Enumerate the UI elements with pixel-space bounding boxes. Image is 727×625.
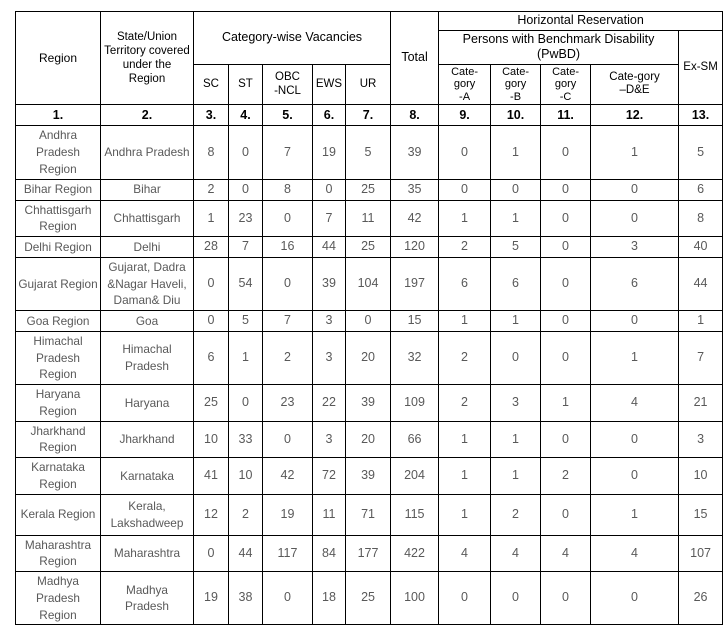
- header-horizontal-reservation: Horizontal Reservation: [439, 12, 723, 31]
- cell-obc-ncl: 23: [263, 385, 313, 422]
- cell-category-c: 0: [541, 494, 591, 535]
- cell-category-de: 0: [591, 179, 679, 200]
- header-cat-a-line1: Cate-: [451, 65, 478, 78]
- table-row: [16, 237, 723, 258]
- cell-obc-ncl: 0: [263, 421, 313, 458]
- col-num-8: 8.: [391, 105, 439, 126]
- cell-ur: 39: [346, 385, 391, 422]
- cell-obc-ncl: 7: [263, 126, 313, 179]
- header-cat-c-line1: Cate-: [552, 65, 579, 78]
- cell-sc: 6: [194, 331, 229, 384]
- header-st: ST: [229, 64, 263, 105]
- cell-category-de: 4: [591, 535, 679, 572]
- header-state-ut: State/Union Territory covered under the Region: [101, 12, 194, 105]
- cell-category-b: 1: [491, 421, 541, 458]
- cell-total: 32: [391, 331, 439, 384]
- cell-ews: 11: [313, 494, 346, 535]
- col-num-7: 7.: [346, 105, 391, 126]
- header-cat-de-line1: Cate-gory: [609, 70, 660, 83]
- cell-region: Madhya Pradesh Region: [16, 572, 101, 625]
- cell-sc: 10: [194, 421, 229, 458]
- col-num-4: 4.: [229, 105, 263, 126]
- table-row: [16, 200, 723, 237]
- table-row: [16, 458, 723, 495]
- cell-ews: 44: [313, 237, 346, 258]
- table-header: [16, 12, 723, 126]
- cell-category-b: 5: [491, 237, 541, 258]
- col-num-12: 12.: [591, 105, 679, 126]
- cell-category-c: 0: [541, 237, 591, 258]
- cell-category-b: 2: [491, 494, 541, 535]
- cell-ur: 25: [346, 237, 391, 258]
- column-number-row: [16, 105, 723, 126]
- cell-ex-sm: 8: [679, 200, 723, 237]
- cell-category-a: 2: [439, 331, 491, 384]
- header-category-wise-vacancies: Category-wise Vacancies: [194, 12, 391, 65]
- cell-region: Bihar Region: [16, 179, 101, 200]
- header-category-c: [541, 64, 591, 105]
- header-category-de: [591, 64, 679, 105]
- cell-sc: 0: [194, 311, 229, 332]
- col-num-11: 11.: [541, 105, 591, 126]
- cell-sc: 0: [194, 257, 229, 310]
- cell-total: 66: [391, 421, 439, 458]
- cell-category-de: 0: [591, 311, 679, 332]
- cell-region: Jharkhand Region: [16, 421, 101, 458]
- cell-sc: 41: [194, 458, 229, 495]
- cell-category-c: 0: [541, 126, 591, 179]
- header-category-a: [439, 64, 491, 105]
- col-num-13: 13.: [679, 105, 723, 126]
- cell-category-a: 1: [439, 311, 491, 332]
- header-cat-de-line2: –D&E: [619, 84, 650, 97]
- cell-st: 0: [229, 179, 263, 200]
- cell-category-a: 2: [439, 237, 491, 258]
- cell-category-b: 3: [491, 385, 541, 422]
- cell-category-c: 0: [541, 257, 591, 310]
- cell-ex-sm: 107: [679, 535, 723, 572]
- cell-category-c: 0: [541, 331, 591, 384]
- cell-state-ut: Haryana: [101, 385, 194, 422]
- cell-st: 0: [229, 126, 263, 179]
- cell-obc-ncl: 0: [263, 200, 313, 237]
- cell-category-de: 3: [591, 237, 679, 258]
- cell-region: Maharashtra Region: [16, 535, 101, 572]
- cell-total: 35: [391, 179, 439, 200]
- header-ur: UR: [346, 64, 391, 105]
- cell-obc-ncl: 19: [263, 494, 313, 535]
- cell-category-de: 1: [591, 126, 679, 179]
- cell-ex-sm: 15: [679, 494, 723, 535]
- cell-category-b: 1: [491, 458, 541, 495]
- table-row: [16, 385, 723, 422]
- cell-sc: 8: [194, 126, 229, 179]
- table-row: [16, 421, 723, 458]
- table-row: [16, 311, 723, 332]
- cell-total: 109: [391, 385, 439, 422]
- cell-category-c: 0: [541, 179, 591, 200]
- cell-ex-sm: 1: [679, 311, 723, 332]
- header-obc-line2: -NCL: [274, 85, 301, 98]
- col-num-1: 1.: [16, 105, 101, 126]
- cell-ur: 104: [346, 257, 391, 310]
- cell-sc: 12: [194, 494, 229, 535]
- cell-st: 5: [229, 311, 263, 332]
- cell-st: 38: [229, 572, 263, 625]
- cell-obc-ncl: 117: [263, 535, 313, 572]
- cell-sc: 25: [194, 385, 229, 422]
- cell-st: 0: [229, 385, 263, 422]
- header-cat-b-line2: gory: [504, 78, 527, 91]
- cell-category-b: 4: [491, 535, 541, 572]
- header-obc-line1: OBC: [275, 71, 300, 84]
- cell-ex-sm: 3: [679, 421, 723, 458]
- cell-st: 54: [229, 257, 263, 310]
- cell-ur: 20: [346, 331, 391, 384]
- cell-category-b: 1: [491, 126, 541, 179]
- cell-ews: 3: [313, 331, 346, 384]
- cell-total: 15: [391, 311, 439, 332]
- cell-ur: 71: [346, 494, 391, 535]
- cell-total: 42: [391, 200, 439, 237]
- cell-ews: 22: [313, 385, 346, 422]
- vacancy-table: [15, 11, 723, 625]
- cell-total: 39: [391, 126, 439, 179]
- cell-obc-ncl: 16: [263, 237, 313, 258]
- cell-state-ut: Chhattisgarh: [101, 200, 194, 237]
- cell-ur: 177: [346, 535, 391, 572]
- table-body: [16, 126, 723, 625]
- header-cat-b-line1: Cate-: [502, 65, 529, 78]
- cell-ur: 5: [346, 126, 391, 179]
- col-num-5: 5.: [263, 105, 313, 126]
- cell-category-de: 0: [591, 421, 679, 458]
- cell-category-a: 1: [439, 200, 491, 237]
- cell-ur: 0: [346, 311, 391, 332]
- cell-category-de: 0: [591, 572, 679, 625]
- cell-category-b: 0: [491, 331, 541, 384]
- cell-sc: 1: [194, 200, 229, 237]
- cell-category-de: 0: [591, 200, 679, 237]
- cell-total: 204: [391, 458, 439, 495]
- cell-category-c: 0: [541, 421, 591, 458]
- cell-ur: 11: [346, 200, 391, 237]
- header-row-1: [16, 12, 723, 31]
- col-num-3: 3.: [194, 105, 229, 126]
- cell-state-ut: Delhi: [101, 237, 194, 258]
- cell-region: Karnataka Region: [16, 458, 101, 495]
- cell-region: Haryana Region: [16, 385, 101, 422]
- cell-region: Delhi Region: [16, 237, 101, 258]
- cell-total: 120: [391, 237, 439, 258]
- cell-category-c: 0: [541, 311, 591, 332]
- cell-region: Andhra Pradesh Region: [16, 126, 101, 179]
- cell-state-ut: Bihar: [101, 179, 194, 200]
- cell-ews: 7: [313, 200, 346, 237]
- cell-state-ut: Andhra Pradesh: [101, 126, 194, 179]
- col-num-2: 2.: [101, 105, 194, 126]
- cell-category-de: 6: [591, 257, 679, 310]
- cell-category-c: 4: [541, 535, 591, 572]
- cell-ex-sm: 5: [679, 126, 723, 179]
- cell-category-b: 0: [491, 179, 541, 200]
- header-cat-a-line2: gory: [453, 78, 476, 91]
- cell-category-a: 6: [439, 257, 491, 310]
- cell-sc: 28: [194, 237, 229, 258]
- header-obc-ncl: [263, 64, 313, 105]
- cell-ews: 39: [313, 257, 346, 310]
- cell-obc-ncl: 7: [263, 311, 313, 332]
- cell-sc: 19: [194, 572, 229, 625]
- cell-ex-sm: 6: [679, 179, 723, 200]
- header-pwbd: Persons with Benchmark Disability (PwBD): [439, 30, 679, 64]
- cell-ex-sm: 10: [679, 458, 723, 495]
- cell-obc-ncl: 8: [263, 179, 313, 200]
- cell-category-de: 1: [591, 494, 679, 535]
- cell-category-de: 4: [591, 385, 679, 422]
- cell-state-ut: Gujarat, Dadra &Nagar Haveli, Daman& Diu: [101, 257, 194, 310]
- cell-region: Kerala Region: [16, 494, 101, 535]
- cell-obc-ncl: 0: [263, 572, 313, 625]
- table-row: [16, 331, 723, 384]
- header-cat-b-line3: -B: [510, 90, 522, 103]
- col-num-9: 9.: [439, 105, 491, 126]
- cell-ex-sm: 26: [679, 572, 723, 625]
- cell-ex-sm: 40: [679, 237, 723, 258]
- cell-category-c: 1: [541, 385, 591, 422]
- header-sc: SC: [194, 64, 229, 105]
- cell-ex-sm: 44: [679, 257, 723, 310]
- cell-state-ut: Kerala, Lakshadweep: [101, 494, 194, 535]
- table-row: [16, 494, 723, 535]
- cell-ews: 0: [313, 179, 346, 200]
- cell-st: 7: [229, 237, 263, 258]
- cell-ex-sm: 7: [679, 331, 723, 384]
- header-region: Region: [16, 12, 101, 105]
- cell-sc: 0: [194, 535, 229, 572]
- cell-category-a: 4: [439, 535, 491, 572]
- cell-state-ut: Jharkhand: [101, 421, 194, 458]
- cell-st: 1: [229, 331, 263, 384]
- cell-state-ut: Madhya Pradesh: [101, 572, 194, 625]
- cell-category-a: 2: [439, 385, 491, 422]
- cell-category-c: 0: [541, 572, 591, 625]
- cell-region: Himachal Pradesh Region: [16, 331, 101, 384]
- header-total: Total: [391, 12, 439, 105]
- cell-category-c: 0: [541, 200, 591, 237]
- cell-state-ut: Karnataka: [101, 458, 194, 495]
- cell-st: 2: [229, 494, 263, 535]
- table-row: [16, 179, 723, 200]
- cell-sc: 2: [194, 179, 229, 200]
- cell-category-a: 1: [439, 458, 491, 495]
- cell-category-a: 1: [439, 494, 491, 535]
- header-category-b: [491, 64, 541, 105]
- cell-category-c: 2: [541, 458, 591, 495]
- cell-ews: 19: [313, 126, 346, 179]
- cell-category-de: 1: [591, 331, 679, 384]
- table-row: [16, 126, 723, 179]
- cell-category-a: 1: [439, 421, 491, 458]
- cell-state-ut: Maharashtra: [101, 535, 194, 572]
- cell-obc-ncl: 42: [263, 458, 313, 495]
- cell-ews: 72: [313, 458, 346, 495]
- cell-ur: 25: [346, 179, 391, 200]
- header-cat-c-line3: -C: [559, 90, 572, 103]
- table-row: [16, 257, 723, 310]
- header-cat-c-line2: gory: [554, 78, 577, 91]
- table-row: [16, 535, 723, 572]
- cell-total: 115: [391, 494, 439, 535]
- cell-category-a: 0: [439, 179, 491, 200]
- col-num-10: 10.: [491, 105, 541, 126]
- cell-st: 33: [229, 421, 263, 458]
- cell-ur: 20: [346, 421, 391, 458]
- cell-ews: 84: [313, 535, 346, 572]
- header-ews: EWS: [313, 64, 346, 105]
- cell-ex-sm: 21: [679, 385, 723, 422]
- cell-category-b: 6: [491, 257, 541, 310]
- cell-st: 44: [229, 535, 263, 572]
- cell-st: 23: [229, 200, 263, 237]
- cell-region: Chhattisgarh Region: [16, 200, 101, 237]
- cell-obc-ncl: 0: [263, 257, 313, 310]
- cell-obc-ncl: 2: [263, 331, 313, 384]
- cell-category-b: 1: [491, 200, 541, 237]
- cell-state-ut: Himachal Pradesh: [101, 331, 194, 384]
- cell-category-de: 0: [591, 458, 679, 495]
- cell-total: 197: [391, 257, 439, 310]
- cell-total: 100: [391, 572, 439, 625]
- cell-ews: 18: [313, 572, 346, 625]
- table-row: [16, 572, 723, 625]
- cell-category-a: 0: [439, 572, 491, 625]
- cell-region: Gujarat Region: [16, 257, 101, 310]
- cell-total: 422: [391, 535, 439, 572]
- cell-ews: 3: [313, 311, 346, 332]
- header-cat-a-line3: -A: [459, 90, 471, 103]
- cell-ur: 25: [346, 572, 391, 625]
- col-num-6: 6.: [313, 105, 346, 126]
- cell-region: Goa Region: [16, 311, 101, 332]
- cell-category-a: 0: [439, 126, 491, 179]
- cell-category-b: 1: [491, 311, 541, 332]
- header-ex-sm: Ex-SM: [679, 30, 723, 105]
- cell-ews: 3: [313, 421, 346, 458]
- cell-st: 10: [229, 458, 263, 495]
- cell-ur: 39: [346, 458, 391, 495]
- cell-category-b: 0: [491, 572, 541, 625]
- cell-state-ut: Goa: [101, 311, 194, 332]
